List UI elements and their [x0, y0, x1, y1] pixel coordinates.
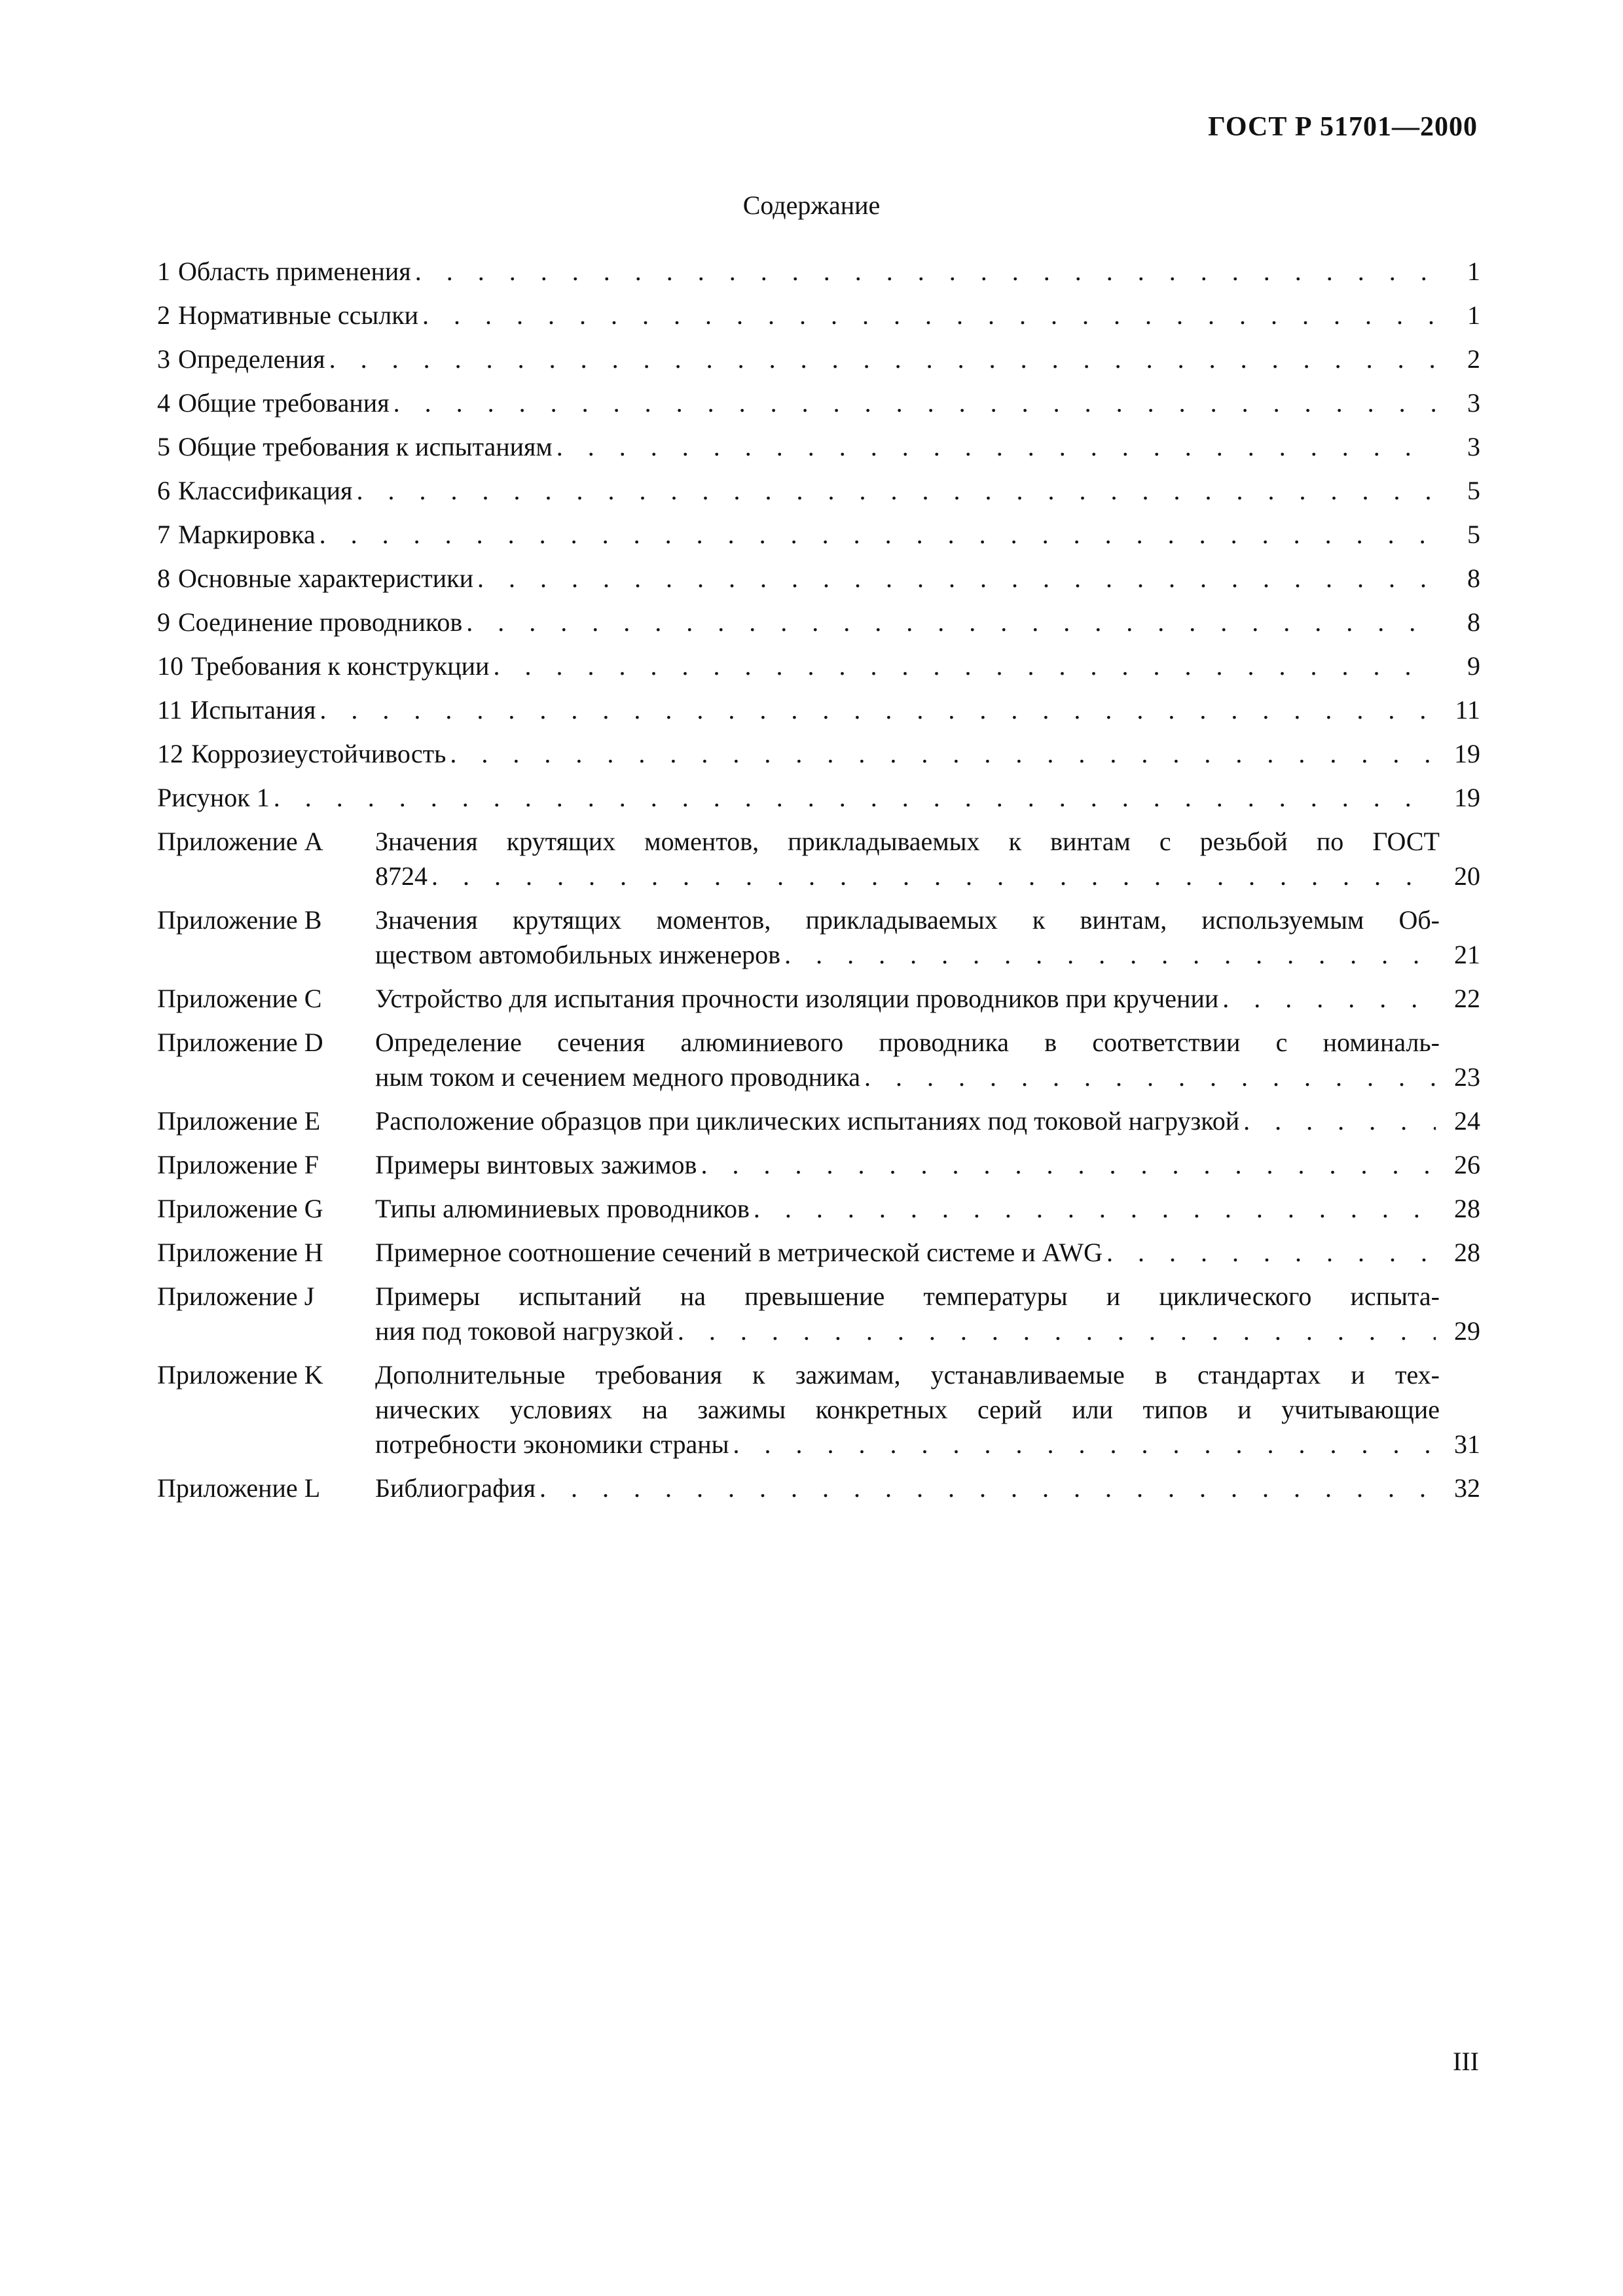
dot-leader — [422, 298, 1436, 332]
toc-entry-page: 19 — [1454, 783, 1480, 812]
toc-entry-page: 5 — [1467, 520, 1480, 549]
toc-entry-label: Приложение H — [157, 1238, 323, 1267]
toc-entry-title — [178, 254, 1440, 289]
toc-entry-page: 8 — [1467, 607, 1480, 637]
toc-entry-page: 2 — [1467, 344, 1480, 374]
toc-entry-title — [375, 1025, 1440, 1094]
toc-entry-title-last-line: потребности экономики страны — [375, 1429, 729, 1459]
toc-entry-title-last-line: Общие требования к испытаниям — [178, 432, 553, 461]
toc-entry[interactable] — [157, 692, 1480, 727]
toc-entry-page: 5 — [1467, 476, 1480, 505]
dot-leader — [450, 736, 1436, 771]
toc-entry[interactable] — [157, 298, 1480, 332]
toc-entry-title-last-line: ния под токовой нагрузкой — [375, 1316, 674, 1346]
toc-entry-title-line: нических условиях на зажимы конкретных серий или типов и учитывающие — [375, 1395, 1440, 1424]
dot-leader — [393, 386, 1436, 420]
toc-entry-title-line: Дополнительные требования к зажимам, устанавливаемые в стандартах и тех- — [375, 1360, 1440, 1390]
toc-entry-title — [178, 298, 1440, 332]
toc-entry-label: Приложение D — [157, 1028, 323, 1057]
toc-entry-page: 22 — [1454, 984, 1480, 1013]
toc-entry-label: 4 — [157, 388, 170, 418]
toc-entry[interactable] — [157, 1147, 1480, 1182]
toc-entry[interactable] — [157, 561, 1480, 596]
toc-entry-title-last-line: Соединение проводников — [178, 607, 463, 637]
toc-entry-page: 8 — [1467, 564, 1480, 593]
toc-entry[interactable] — [157, 649, 1480, 683]
toc-entry-page: 3 — [1467, 388, 1480, 418]
toc-entry-page: 20 — [1454, 861, 1480, 891]
dot-leader — [329, 342, 1436, 376]
toc-entry[interactable] — [157, 1279, 1480, 1348]
toc-entry-label: 11 — [157, 695, 183, 725]
toc-entry-title — [191, 692, 1440, 727]
toc-entry-title — [178, 605, 1440, 639]
toc-entry-label: 9 — [157, 607, 170, 637]
toc-entry-page: 9 — [1467, 651, 1480, 681]
page-number: III — [1453, 2047, 1479, 2076]
toc-entry-label: Приложение K — [157, 1360, 323, 1390]
toc-entry[interactable] — [157, 517, 1480, 552]
toc-entry[interactable] — [157, 1235, 1480, 1270]
toc-entry-title — [178, 342, 1440, 376]
toc-entry-title — [375, 1103, 1440, 1138]
dot-leader — [431, 859, 1436, 893]
toc-entry-page: 29 — [1454, 1316, 1480, 1346]
toc-entry-title-line: Определение сечения алюминиевого проводника в соответствии с номиналь- — [375, 1028, 1440, 1057]
toc-entry-page: 32 — [1454, 1473, 1480, 1503]
dot-leader — [754, 1191, 1436, 1226]
toc-entry-page: 24 — [1454, 1106, 1480, 1136]
toc-entry-label: 7 — [157, 520, 170, 549]
toc-entry-title-last-line: ным током и сечением медного проводника — [375, 1062, 860, 1092]
toc-entry-title — [375, 903, 1440, 972]
toc-entry-title-line: Значения крутящих моментов, прикладываемых к винтам, используемым Об- — [375, 905, 1440, 935]
toc-entry-title-last-line: Коррозиеустойчивость — [191, 739, 447, 768]
toc-entry-title-last-line: ществом автомобильных инженеров — [375, 940, 781, 969]
toc-entry-title-last-line: Определения — [178, 344, 325, 374]
toc-entry-label: Приложение A — [157, 827, 323, 856]
toc-entry-title-last-line: Устройство для испытания прочности изоляции проводников при кручении — [375, 984, 1219, 1013]
toc-entry-title — [375, 1471, 1440, 1505]
toc-entry[interactable] — [157, 1103, 1480, 1138]
toc-entry-title — [375, 1357, 1440, 1462]
toc-entry-title — [375, 1235, 1440, 1270]
toc-entry-page: 21 — [1454, 940, 1480, 969]
toc-entry[interactable] — [157, 1471, 1480, 1505]
dot-leader — [493, 649, 1436, 683]
toc-entry[interactable] — [157, 429, 1480, 464]
dot-leader — [864, 1060, 1436, 1094]
dot-leader — [274, 780, 1436, 815]
toc-entry[interactable] — [157, 1357, 1480, 1462]
dot-leader — [319, 692, 1436, 727]
toc-entry-title-line: Примеры испытаний на превышение температуры и циклического испыта- — [375, 1282, 1440, 1311]
toc-entry-title — [191, 649, 1440, 683]
toc-entry-label: Приложение B — [157, 905, 322, 935]
toc-entry-title — [178, 386, 1440, 420]
toc-entry-page: 26 — [1454, 1150, 1480, 1179]
toc-entry-label: Приложение C — [157, 984, 322, 1013]
dot-leader — [477, 561, 1436, 596]
toc-entry[interactable] — [157, 605, 1480, 639]
toc-entry-title-last-line: Расположение образцов при циклических испытаниях под токовой нагрузкой — [375, 1106, 1240, 1136]
toc-entry-page: 3 — [1467, 432, 1480, 461]
toc-entry[interactable] — [157, 254, 1480, 289]
toc-entry[interactable] — [157, 1191, 1480, 1226]
toc-entry-title — [375, 981, 1440, 1016]
toc-entry[interactable] — [157, 824, 1480, 893]
dot-leader — [466, 605, 1436, 639]
toc-entry-title-last-line: Примеры винтовых зажимов — [375, 1150, 697, 1179]
toc-entry-label: 3 — [157, 344, 170, 374]
toc-entry-label: Приложение F — [157, 1150, 319, 1179]
dot-leader — [1106, 1235, 1436, 1270]
toc-entry-label: 1 — [157, 257, 170, 286]
dot-leader — [701, 1147, 1436, 1182]
dot-leader — [356, 473, 1436, 508]
toc-entry-title-last-line: Требования к конструкции — [191, 651, 490, 681]
toc-entry-title-last-line: Маркировка — [178, 520, 316, 549]
toc-entry-label: Приложение E — [157, 1106, 321, 1136]
dot-leader — [415, 254, 1436, 289]
dot-leader — [1222, 981, 1436, 1016]
toc-entry-label: 10 — [157, 651, 183, 681]
toc-entry-title — [178, 561, 1440, 596]
toc-entry-title — [178, 429, 1440, 464]
toc-entry-title-last-line: Общие требования — [178, 388, 390, 418]
toc-entry-page: 23 — [1454, 1062, 1480, 1092]
toc-entry[interactable] — [157, 736, 1480, 771]
toc-entry-title-last-line: Основные характеристики — [178, 564, 473, 593]
dot-leader — [539, 1471, 1436, 1505]
toc-entry-label: 8 — [157, 564, 170, 593]
dot-leader — [733, 1427, 1436, 1462]
toc-entry-page: 11 — [1455, 695, 1480, 725]
toc-entry-title-last-line: Испытания — [190, 695, 316, 725]
toc-entry[interactable] — [157, 386, 1480, 420]
toc-entry-page: 28 — [1454, 1238, 1480, 1267]
toc-entry-title-last-line: Примерное соотношение сечений в метрической системе и AWG — [375, 1238, 1103, 1267]
toc-entry-title — [157, 780, 1440, 815]
toc-entry-page: 28 — [1454, 1194, 1480, 1223]
toc-entry[interactable] — [157, 780, 1480, 815]
toc-entry[interactable] — [157, 981, 1480, 1016]
toc-entry-label: 12 — [157, 739, 183, 768]
toc-entry-title-last-line: Рисунок 1 — [157, 783, 270, 812]
toc-entry-page: 1 — [1467, 257, 1480, 286]
toc-entry-title-last-line: Типы алюминиевых проводников — [375, 1194, 750, 1223]
table-of-contents — [157, 254, 1480, 1515]
toc-entry-title — [375, 824, 1440, 893]
toc-title: Содержание — [742, 190, 881, 220]
toc-entry-label: Приложение L — [157, 1473, 321, 1503]
toc-entry-page: 31 — [1454, 1429, 1480, 1459]
toc-entry-title-last-line: Область применения — [178, 257, 411, 286]
toc-entry-title-last-line: Нормативные ссылки — [178, 300, 419, 330]
toc-entry[interactable] — [157, 473, 1480, 508]
toc-entry[interactable] — [157, 903, 1480, 972]
toc-entry-label: 5 — [157, 432, 170, 461]
toc-entry-title-last-line: Библиография — [375, 1473, 536, 1503]
toc-entry-title-last-line: 8724 — [375, 861, 428, 891]
toc-entry-title-last-line: Классификация — [178, 476, 353, 505]
toc-entry-label: Приложение G — [157, 1194, 323, 1223]
toc-entry-title — [375, 1147, 1440, 1182]
document-id-header: ГОСТ Р 51701—2000 — [1208, 112, 1478, 142]
dot-leader — [319, 517, 1436, 552]
toc-entry[interactable] — [157, 342, 1480, 376]
dot-leader — [784, 937, 1436, 972]
toc-entry-title — [375, 1279, 1440, 1348]
toc-entry-title-line: Значения крутящих моментов, прикладываемых к винтам с резьбой по ГОСТ — [375, 827, 1440, 856]
toc-entry-title — [375, 1191, 1440, 1226]
dot-leader — [556, 429, 1436, 464]
dot-leader — [678, 1314, 1436, 1348]
toc-entry-title — [191, 736, 1440, 771]
toc-entry-title — [178, 517, 1440, 552]
toc-entry-page: 19 — [1454, 739, 1480, 768]
dot-leader — [1243, 1103, 1436, 1138]
toc-entry-title — [178, 473, 1440, 508]
toc-entry-label: Приложение J — [157, 1282, 315, 1311]
toc-entry-label: 2 — [157, 300, 170, 330]
toc-entry-page: 1 — [1467, 300, 1480, 330]
toc-entry-label: 6 — [157, 476, 170, 505]
toc-entry[interactable] — [157, 1025, 1480, 1094]
